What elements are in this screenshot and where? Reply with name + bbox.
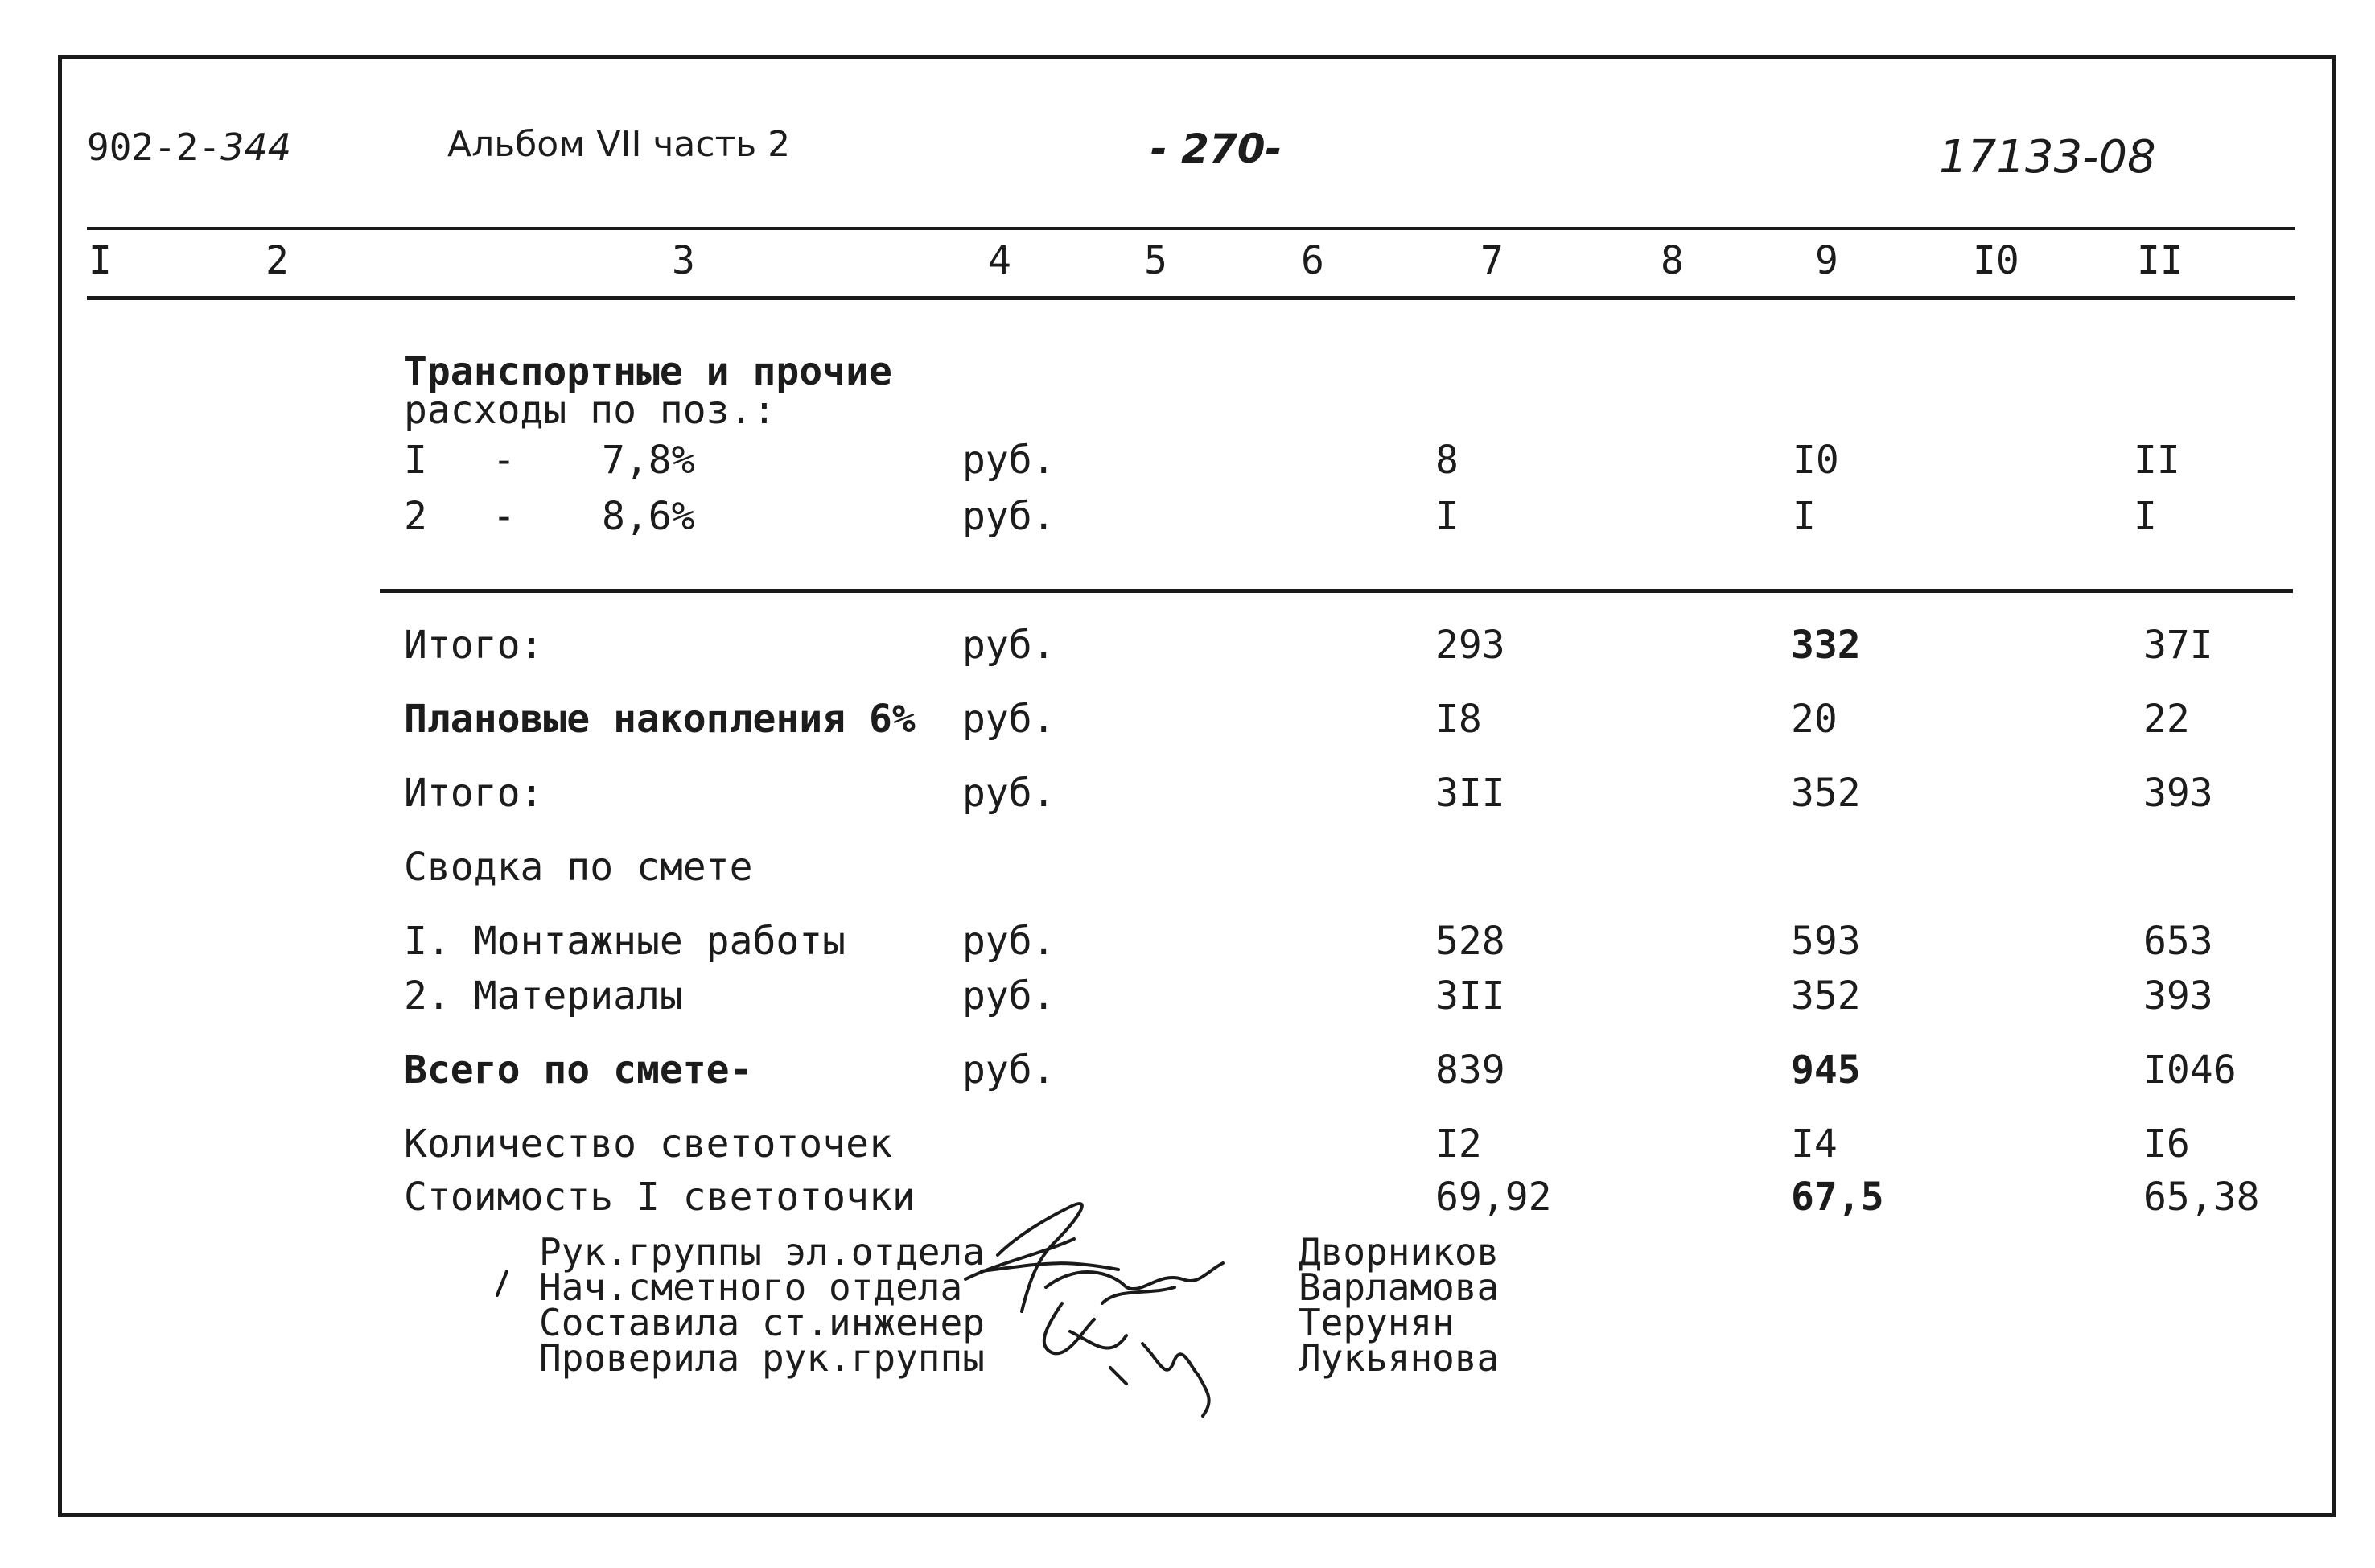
signer-role: Рук.группы эл.отдела <box>539 1230 985 1274</box>
signer-name: Варламова <box>1299 1266 1500 1309</box>
unit-label: руб. <box>962 771 1056 816</box>
unit-label: руб. <box>962 919 1056 964</box>
value-col9: 67,5 <box>1791 1175 1884 1220</box>
value-col9: 352 <box>1791 973 1861 1019</box>
section-rule <box>380 589 2293 593</box>
signer-name: Терунян <box>1299 1301 1455 1344</box>
unit-label: руб. <box>962 494 1056 539</box>
value-col7: I2 <box>1435 1121 1482 1167</box>
unit-label: руб. <box>962 623 1056 668</box>
value-col7: 3II <box>1435 973 1505 1019</box>
position-number: I <box>404 438 427 483</box>
column-number: 9 <box>1815 238 1838 283</box>
column-number: 8 <box>1661 238 1684 283</box>
value-col7: 293 <box>1435 623 1505 668</box>
inventory-number: 17133-08 <box>1939 131 2156 183</box>
value-col11: 22 <box>2143 697 2190 742</box>
value-col9: 20 <box>1791 697 1838 742</box>
column-number: 2 <box>265 238 289 283</box>
value-col11: 65,38 <box>2143 1175 2260 1220</box>
header-rule-bottom <box>87 296 2295 300</box>
signer-name: Дворников <box>1299 1230 1500 1274</box>
section-heading: Сводка по смете <box>404 845 753 890</box>
percent-value: 8,6% <box>602 494 695 539</box>
column-number: 3 <box>672 238 695 283</box>
unit-label: руб. <box>962 1047 1056 1093</box>
column-number: 4 <box>988 238 1011 283</box>
value-col11: 393 <box>2143 973 2213 1019</box>
row-label: Итого: <box>404 623 544 668</box>
value-col11: I <box>2134 494 2157 539</box>
row-label: Итого: <box>404 771 544 816</box>
row-label: I. Монтажные работы <box>404 919 846 964</box>
signer-role: Нач.сметного отдела <box>539 1266 963 1309</box>
value-col7: 69,92 <box>1435 1175 1552 1220</box>
position-number: 2 <box>404 494 427 539</box>
column-number: 5 <box>1144 238 1167 283</box>
value-col7: 528 <box>1435 919 1505 964</box>
value-col7: 3II <box>1435 771 1505 816</box>
column-number: I <box>88 238 112 283</box>
row-label: Плановые накопления 6% <box>404 697 916 742</box>
transport-title-line1: Транспортные и прочие <box>404 349 892 394</box>
row-label: Стоимость I светоточки <box>404 1175 916 1220</box>
value-col11: 37I <box>2143 623 2213 668</box>
percent-value: 7,8% <box>602 438 695 483</box>
handwritten-signatures <box>483 1175 1319 1448</box>
row-label: Всего по смете- <box>404 1047 753 1093</box>
column-number: II <box>2137 238 2184 283</box>
column-number: I0 <box>1973 238 2019 283</box>
value-col7: I <box>1435 494 1459 539</box>
transport-title-line2: расходы по поз.: <box>404 388 776 433</box>
unit-label: руб. <box>962 697 1056 742</box>
value-col7: 8 <box>1435 438 1459 483</box>
value-col7: I8 <box>1435 697 1482 742</box>
value-col9: I4 <box>1791 1121 1838 1167</box>
value-col9: I <box>1793 494 1816 539</box>
value-col9: 332 <box>1791 623 1861 668</box>
value-col9: 945 <box>1791 1047 1861 1093</box>
signer-role: Составила ст.инженер <box>539 1301 985 1344</box>
value-col11: II <box>2134 438 2180 483</box>
column-number: 6 <box>1301 238 1324 283</box>
position-dash: - <box>492 494 516 539</box>
value-col11: 393 <box>2143 771 2213 816</box>
header-rule-top <box>87 227 2295 230</box>
value-col11: 653 <box>2143 919 2213 964</box>
value-col9: I0 <box>1793 438 1839 483</box>
position-dash: - <box>492 438 516 483</box>
doc-code <box>87 126 291 169</box>
doc-code-handwritten: 344 <box>220 126 291 169</box>
page-number: - 270- <box>1150 126 1282 172</box>
value-col9: 593 <box>1791 919 1861 964</box>
unit-label: руб. <box>962 438 1056 483</box>
value-col11: I046 <box>2143 1047 2237 1093</box>
value-col7: 839 <box>1435 1047 1505 1093</box>
unit-label: руб. <box>962 973 1056 1019</box>
column-number: 7 <box>1480 238 1504 283</box>
signer-role: Проверила рук.группы <box>539 1336 985 1380</box>
album-label: Альбом VII часть 2 <box>447 124 791 165</box>
doc-code-printed: 902-2- <box>87 126 221 169</box>
row-label: Количество светоточек <box>404 1121 892 1167</box>
value-col9: 352 <box>1791 771 1861 816</box>
value-col11: I6 <box>2143 1121 2190 1167</box>
signer-name: Лукьянова <box>1299 1336 1500 1380</box>
row-label: 2. Материалы <box>404 973 683 1019</box>
